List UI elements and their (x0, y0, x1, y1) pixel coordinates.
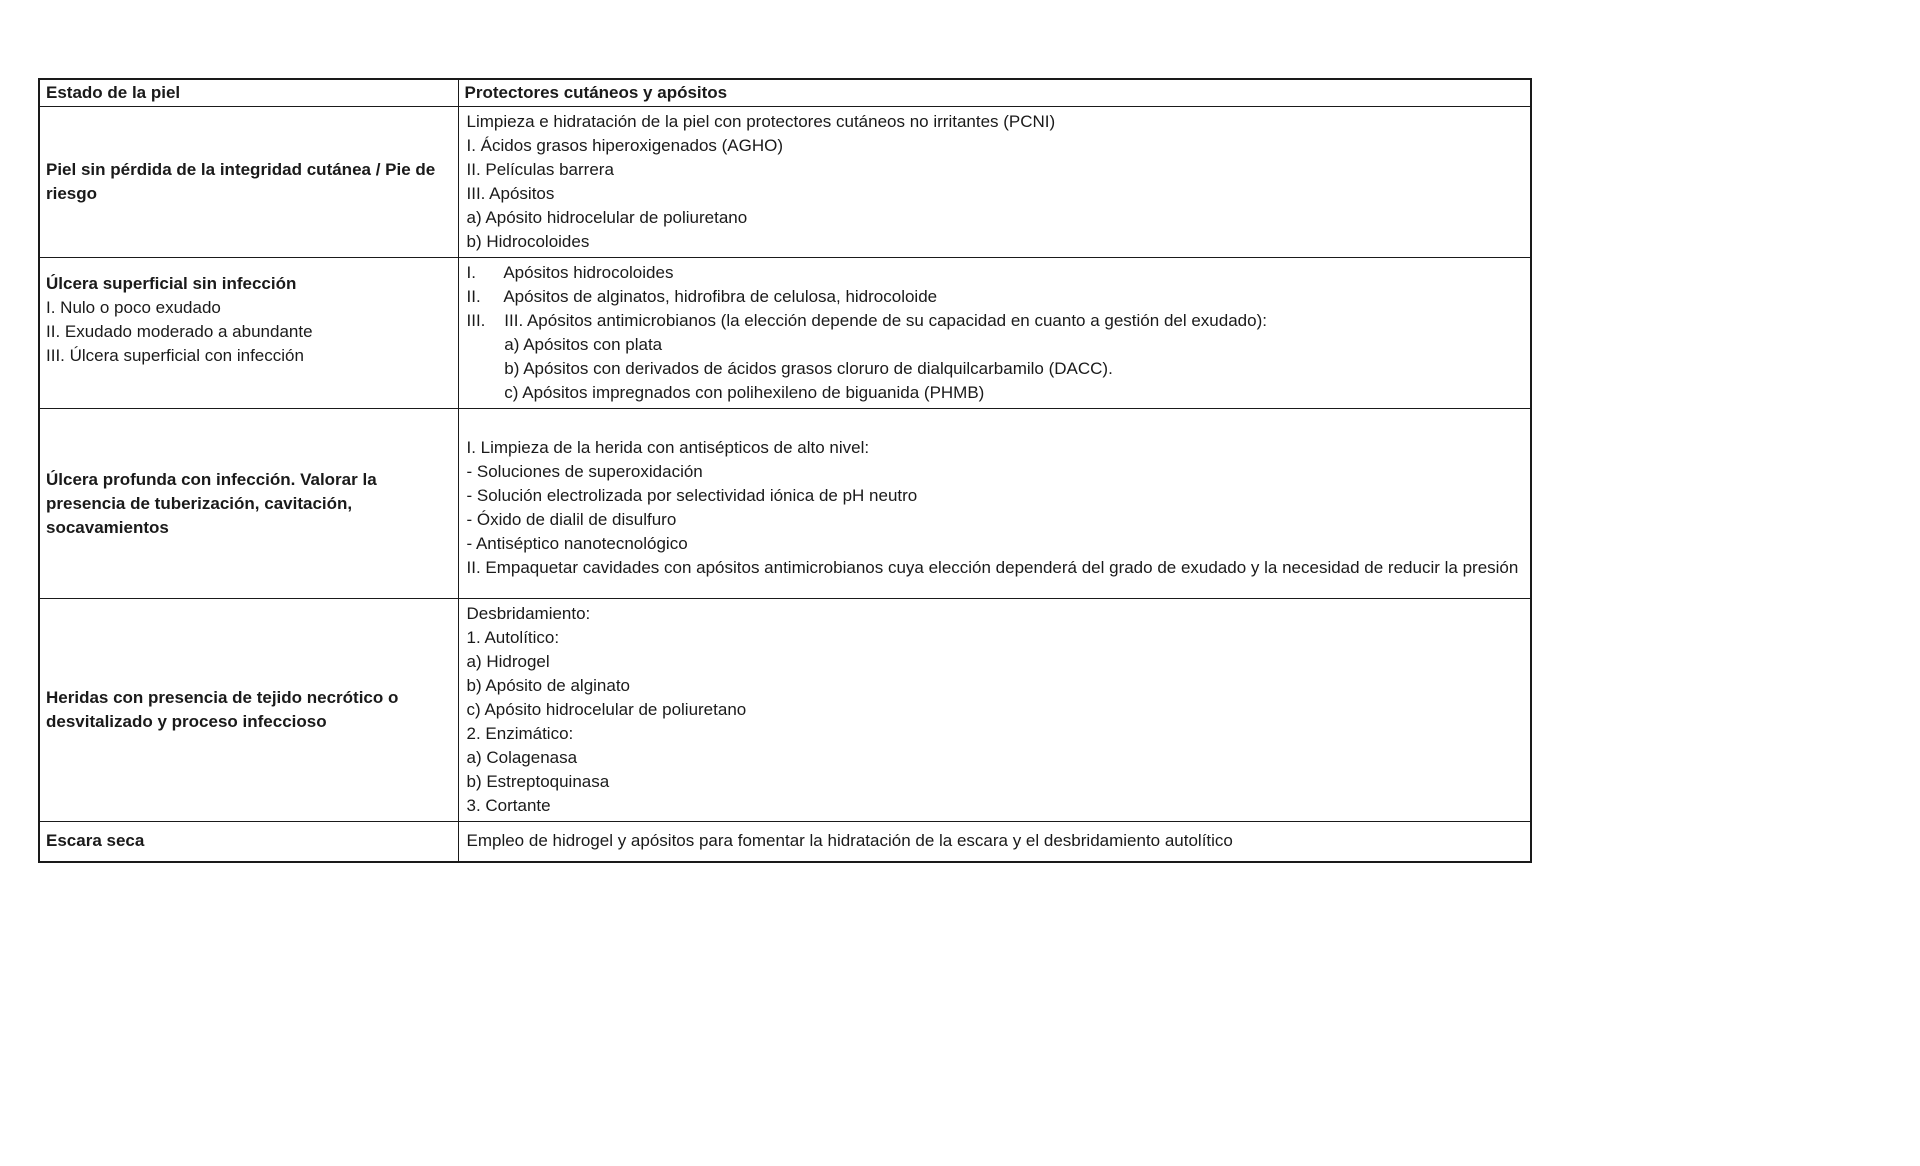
text-line: III. III. Apósitos antimicrobianos (la elección depende de su capacidad en cuanto a gestión del exudado): (466, 311, 1267, 330)
text-line: 3. Cortante (466, 796, 551, 815)
treatment-cell (458, 107, 1531, 258)
treatment-cell (458, 599, 1531, 822)
text-line: - Óxido de dialil de disulfuro (466, 510, 677, 529)
text-line: Úlcera profunda con infección. Valorar la presencia de tuberización, cavitación, socavamientos (46, 469, 382, 537)
text-line: I. Limpieza de la herida con antisépticos de alto nivel: (466, 438, 870, 457)
skin-state-cell (39, 822, 458, 862)
skin-state-cell (39, 599, 458, 822)
table-body (39, 107, 1531, 862)
text-line: II. Exudado moderado a abundante (46, 322, 313, 341)
treatment-cell (458, 409, 1531, 599)
text-line: III. Úlcera superficial con infección (46, 346, 304, 365)
text-line: Heridas con presencia de tejido necrótico o desvitalizado y proceso infeccioso (46, 688, 404, 731)
text-line: c) Apósito hidrocelular de poliuretano (466, 700, 747, 719)
text-line: b) Apósitos con derivados de ácidos grasos cloruro de dialquilcarbamilo (DACC). (466, 359, 1113, 378)
table-row (39, 822, 1531, 862)
text-line: I. Nulo o poco exudado (46, 298, 221, 317)
header-protectors: Protectores cutáneos y apósitos (458, 79, 1531, 107)
text-line: a) Colagenasa (466, 748, 578, 767)
text-line: - Soluciones de superoxidación (466, 462, 703, 481)
text-line: III. Apósitos (466, 184, 555, 203)
text-line: II. Películas barrera (466, 160, 614, 179)
treatment-cell (458, 822, 1531, 862)
text-line: a) Apósito hidrocelular de poliuretano (466, 208, 748, 227)
text-line: Piel sin pérdida de la integridad cutánea / Pie de riesgo (46, 160, 440, 203)
header-row (39, 79, 1531, 107)
text-line: c) Apósitos impregnados con polihexileno de biguanida (PHMB) (466, 383, 985, 402)
text-line: I. Apósitos hidrocoloides (466, 263, 674, 282)
text-line: Limpieza e hidratación de la piel con protectores cutáneos no irritantes (PCNI) (466, 112, 1056, 131)
table-row (39, 409, 1531, 599)
text-line: Úlcera superficial sin infección (46, 274, 297, 293)
wound-care-table (38, 78, 1532, 863)
text-line: II. Apósitos de alginatos, hidrofibra de celulosa, hidrocoloide (466, 287, 938, 306)
table-row (39, 258, 1531, 409)
text-line: 2. Enzimático: (466, 724, 574, 743)
skin-state-cell (39, 409, 458, 599)
text-line: a) Apósitos con plata (466, 335, 663, 354)
text-line: 1. Autolítico: (466, 628, 560, 647)
skin-state-cell (39, 258, 458, 409)
text-line: b) Estreptoquinasa (466, 772, 610, 791)
text-line: Escara seca (46, 831, 145, 851)
text-line: Desbridamiento: (466, 604, 591, 623)
table-header (39, 79, 1531, 107)
text-line: Empleo de hidrogel y apósitos para fomentar la hidratación de la escara y el desbridamiento autolítico (466, 831, 1233, 851)
text-line: b) Hidrocoloides (466, 232, 590, 251)
wound-care-table-container (38, 78, 1532, 863)
table-row (39, 107, 1531, 258)
text-line: a) Hidrogel (466, 652, 550, 671)
text-line: b) Apósito de alginato (466, 676, 631, 695)
treatment-cell (458, 258, 1531, 409)
text-line: II. Empaquetar cavidades con apósitos antimicrobianos cuya elección dependerá del grado de exudado y la necesidad de reducir la presión (466, 558, 1519, 577)
header-skin-state: Estado de la piel (39, 79, 458, 107)
text-line: - Antiséptico nanotecnológico (466, 534, 688, 553)
table-row (39, 599, 1531, 822)
skin-state-cell (39, 107, 458, 258)
text-line: - Solución electrolizada por selectividad iónica de pH neutro (466, 486, 918, 505)
text-line: I. Ácidos grasos hiperoxigenados (AGHO) (466, 136, 784, 155)
text-line (467, 412, 1523, 436)
